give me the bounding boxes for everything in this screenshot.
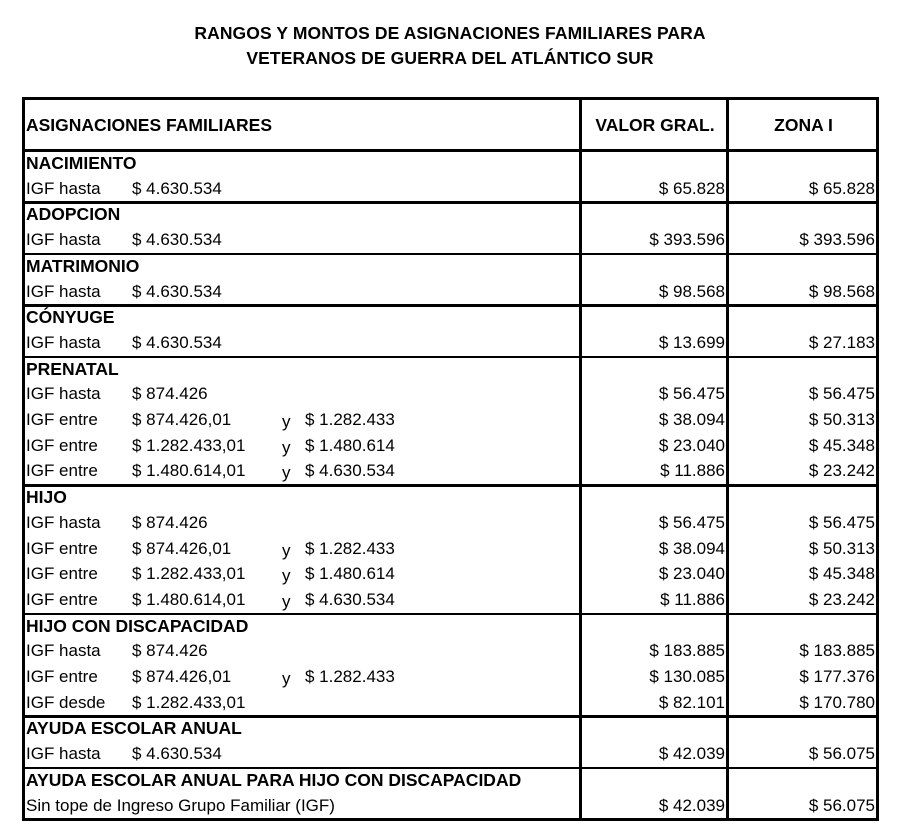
- row-general-value: $ 11.886: [660, 461, 725, 481]
- table-left-border: [22, 97, 25, 821]
- row-range-from: $ 1.480.614,01: [132, 589, 246, 609]
- header-general-value: VALOR GRAL.: [595, 115, 715, 135]
- row-label: IGF hasta: [26, 384, 101, 404]
- row-label: IGF hasta: [26, 281, 101, 301]
- column-divider-zone: [726, 97, 729, 821]
- row-range-from: $ 4.630.534: [132, 178, 222, 198]
- row-zone-value: $ 56.475: [808, 512, 875, 532]
- row-zone-value: $ 183.885: [799, 641, 875, 661]
- row-range-to: $ 1.282.433: [305, 410, 395, 429]
- row-range-to: $ 1.480.614: [305, 435, 395, 455]
- row-zone-value: $ 56.075: [808, 744, 875, 764]
- row-general-value: $ 393.596: [649, 230, 725, 250]
- row-zone-value: $ 50.313: [808, 538, 875, 558]
- row-range-from: $ 4.630.534: [132, 230, 222, 250]
- section-separator: [22, 304, 879, 307]
- row-general-value: $ 13.699: [658, 332, 725, 352]
- section-title: MATRIMONIO: [26, 255, 140, 276]
- row-zone-value: $ 393.596: [799, 230, 875, 250]
- row-range-from: $ 4.630.534: [132, 332, 222, 352]
- row-label: IGF entre: [26, 410, 98, 429]
- section-separator: [22, 484, 879, 487]
- row-range-to: $ 4.630.534: [305, 589, 395, 609]
- row-label: IGF entre: [26, 538, 98, 558]
- row-general-value: $ 98.568: [658, 281, 725, 301]
- row-general-value: $ 42.039: [658, 795, 725, 815]
- row-general-value: $ 82.101: [658, 692, 725, 712]
- row-range-connector: y: [282, 463, 291, 483]
- row-general-value: $ 38.094: [658, 538, 725, 558]
- section-title: HIJO CON DISCAPACIDAD: [26, 615, 249, 636]
- row-range-from: $ 874.426,01: [132, 667, 232, 686]
- row-label: IGF entre: [26, 435, 98, 455]
- row-label: IGF hasta: [26, 332, 101, 352]
- row-range-to: $ 1.480.614: [305, 564, 395, 584]
- row-zone-value: $ 45.348: [808, 564, 875, 584]
- section-title: AYUDA ESCOLAR ANUAL PARA HIJO CON DISCAPACIDAD: [26, 769, 522, 790]
- row-zone-value: $ 98.568: [808, 281, 875, 301]
- row-zone-value: $ 23.242: [808, 461, 875, 481]
- row-label: IGF hasta: [26, 178, 101, 198]
- row-range-from: $ 874.426: [132, 512, 208, 532]
- section-separator: [22, 818, 879, 821]
- row-label: IGF hasta: [26, 230, 101, 250]
- row-range-connector: y: [282, 566, 291, 586]
- row-range-from: $ 1.282.433,01: [132, 692, 246, 712]
- row-zone-value: $ 27.183: [808, 332, 875, 352]
- row-range-from: $ 874.426: [132, 641, 208, 661]
- row-label: IGF desde: [26, 692, 106, 712]
- row-range-from: $ 1.480.614,01: [132, 461, 246, 481]
- section-title: ADOPCION: [26, 204, 121, 225]
- document-title-line-1: RANGOS Y MONTOS DE ASIGNACIONES FAMILIARES PARA: [194, 23, 706, 43]
- row-range-to: $ 1.282.433: [305, 538, 395, 558]
- row-zone-value: $ 170.780: [799, 692, 875, 712]
- row-range-connector: y: [282, 669, 291, 688]
- section-separator: [22, 253, 879, 256]
- row-range-from: $ 1.282.433,01: [132, 564, 246, 584]
- row-general-value: $ 130.085: [649, 667, 725, 686]
- row-general-value: $ 11.886: [660, 589, 725, 609]
- row-range-to: $ 4.630.534: [305, 461, 395, 481]
- section-separator: [22, 356, 879, 359]
- row-label: IGF hasta: [26, 512, 101, 532]
- row-range-connector: y: [282, 437, 291, 457]
- row-range-from: $ 4.630.534: [132, 744, 222, 764]
- row-general-value: $ 23.040: [658, 435, 725, 455]
- row-label: IGF entre: [26, 667, 98, 686]
- row-zone-value: $ 56.475: [808, 384, 875, 404]
- row-general-value: $ 38.094: [658, 410, 725, 429]
- row-zone-value: $ 50.313: [808, 410, 875, 429]
- row-general-value: $ 56.475: [658, 384, 725, 404]
- row-general-value: $ 65.828: [658, 178, 725, 198]
- row-zone-value: $ 23.242: [808, 589, 875, 609]
- header-concept: ASIGNACIONES FAMILIARES: [26, 115, 272, 135]
- table-top-border: [22, 97, 879, 100]
- section-separator: [22, 201, 879, 204]
- document-title-line-2: VETERANOS DE GUERRA DEL ATLÁNTICO SUR: [246, 48, 654, 68]
- row-range-connector: y: [282, 412, 291, 431]
- row-general-value: $ 56.475: [658, 512, 725, 532]
- row-range-from: $ 874.426,01: [132, 538, 232, 558]
- row-label: Sin tope de Ingreso Grupo Familiar (IGF): [26, 795, 335, 815]
- row-label: IGF hasta: [26, 744, 101, 764]
- allowance-table: [22, 97, 879, 821]
- section-title: HIJO: [26, 487, 67, 508]
- row-general-value: $ 23.040: [658, 564, 725, 584]
- row-label: IGF entre: [26, 564, 98, 584]
- header-bottom-border: [22, 149, 879, 152]
- row-zone-value: $ 45.348: [808, 435, 875, 455]
- table-right-border: [876, 97, 879, 821]
- section-title: PRENATAL: [26, 358, 119, 379]
- row-zone-value: $ 56.075: [808, 795, 875, 815]
- row-range-connector: y: [282, 591, 291, 611]
- header-zone-i: ZONA I: [774, 115, 833, 135]
- row-range-connector: y: [282, 540, 291, 560]
- row-range-from: $ 1.282.433,01: [132, 435, 246, 455]
- row-label: IGF hasta: [26, 641, 101, 661]
- row-label: IGF entre: [26, 589, 98, 609]
- section-title: CÓNYUGE: [26, 307, 115, 328]
- row-range-to: $ 1.282.433: [305, 667, 395, 686]
- row-general-value: $ 42.039: [658, 744, 725, 764]
- section-title: AYUDA ESCOLAR ANUAL: [26, 718, 242, 739]
- row-range-from: $ 874.426,01: [132, 410, 232, 429]
- row-zone-value: $ 65.828: [808, 178, 875, 198]
- row-general-value: $ 183.885: [649, 641, 725, 661]
- row-range-from: $ 874.426: [132, 384, 208, 404]
- row-range-from: $ 4.630.534: [132, 281, 222, 301]
- row-zone-value: $ 177.376: [799, 667, 875, 686]
- section-title: NACIMIENTO: [26, 153, 137, 173]
- row-label: IGF entre: [26, 461, 98, 481]
- column-divider-general: [579, 97, 582, 821]
